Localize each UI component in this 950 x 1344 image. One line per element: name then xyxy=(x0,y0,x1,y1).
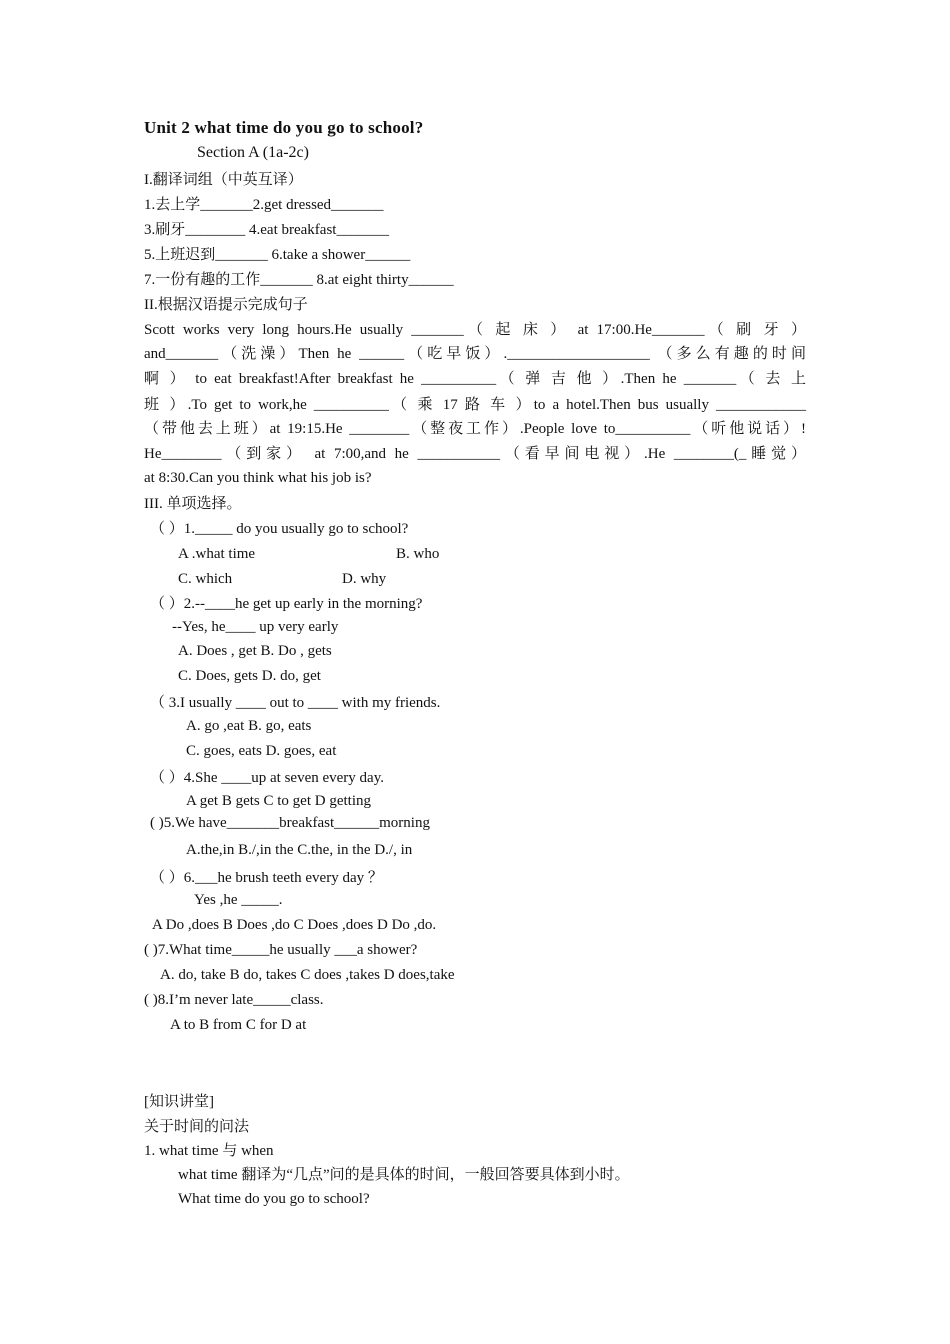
q4-options: A get B gets C to get D getting xyxy=(186,793,371,809)
section-subtitle: Section A (1a-2c) xyxy=(197,144,309,161)
knowledge-example: What time do you go to school? xyxy=(178,1191,370,1207)
part2-heading: II.根据汉语提示完成句子 xyxy=(144,297,308,313)
q1-option-c: C. which xyxy=(178,571,233,587)
q1-option-a: A .what time xyxy=(178,546,256,562)
part2-line: Scott works very long hours.He usually _______（ 起 床 ） at 17:00.He_______（ 刷 牙 ） xyxy=(144,322,806,338)
q8-stem: ( )8.I’m never late_____class. xyxy=(144,992,324,1008)
unit-title: Unit 2 what time do you go to school? xyxy=(144,118,424,137)
q2-line2: --Yes, he____ up very early xyxy=(172,619,339,635)
q5-options: A.the,in B./,in the C.the, in the D./, in xyxy=(186,842,413,858)
part1-line: 3.刷牙________ 4.eat breakfast_______ xyxy=(144,222,389,238)
q7-options: A. do, take B do, takes C does ,takes D does,take xyxy=(160,967,455,983)
q7-stem: ( )7.What time_____he usually ___a shower? xyxy=(144,942,418,958)
q2-stem: （ ）2.--____he get up early in the morning? xyxy=(150,596,423,612)
q3-options-ab: A. go ,eat B. go, eats xyxy=(186,718,312,734)
part2-line: 班 ）.To get to work,he __________（ 乘 17 路 车 ）to a hotel.Then bus usually ____________ xyxy=(144,397,806,413)
knowledge-explanation: what time 翻译为“几点”问的是具体的时间，一般回答要具体到小时。 xyxy=(178,1167,630,1183)
q3-options-cd: C. goes, eats D. goes, eat xyxy=(186,743,337,759)
part2-line: （带他去上班）at 19:15.He ________（整夜工作）.People love to__________（听他说话）! xyxy=(144,421,806,437)
q5-stem: ( )5.We have_______breakfast______morning xyxy=(150,815,430,831)
part1-line: 1.去上学_______2.get dressed_______ xyxy=(144,197,384,213)
part1-line: 7.一份有趣的工作_______ 8.at eight thirty______ xyxy=(144,272,454,288)
q4-stem: （ ）4.She ____up at seven every day. xyxy=(150,770,384,786)
q8-options: A to B from C for D at xyxy=(170,1017,307,1033)
q1-stem: （ ）1._____ do you usually go to school? xyxy=(150,521,409,537)
q6-line2: Yes ,he _____. xyxy=(194,892,283,908)
q1-option-b: B. who xyxy=(396,546,440,562)
part2-line: and_______（洗澡）Then he ______（吃早饭）.___________________ （多么有趣的时间 xyxy=(144,346,806,362)
knowledge-heading: [知识讲堂] xyxy=(144,1094,214,1110)
part3-heading: III. 单项选择。 xyxy=(144,496,242,512)
q6-stem: （ ）6.___he brush teeth every day ？ xyxy=(150,870,383,886)
knowledge-point: 1. what time 与 when xyxy=(144,1143,274,1159)
part2-line: He________（到家） at 7:00,and he ___________（看早间电视）.He ________(_睡觉） xyxy=(144,446,806,462)
knowledge-topic: 关于时间的问法 xyxy=(144,1119,250,1135)
q2-options-cd: C. Does, gets D. do, get xyxy=(178,668,321,684)
part2-line: 啊 ） to eat breakfast!After breakfast he __________（ 弹 吉 他 ）.Then he _______（ 去 上 xyxy=(144,371,806,387)
q2-options-ab: A. Does , get B. Do , gets xyxy=(178,643,332,659)
part1-line: 5.上班迟到_______ 6.take a shower______ xyxy=(144,247,411,263)
part1-heading: I.翻译词组（中英互译） xyxy=(144,172,303,188)
part2-line: at 8:30.Can you think what his job is? xyxy=(144,470,372,486)
q1-option-d: D. why xyxy=(342,571,387,587)
q3-stem: （ 3.I usually ____ out to ____ with my friends. xyxy=(150,695,441,711)
q6-options: A Do ,does B Does ,do C Does ,does D Do ,do. xyxy=(152,917,437,933)
